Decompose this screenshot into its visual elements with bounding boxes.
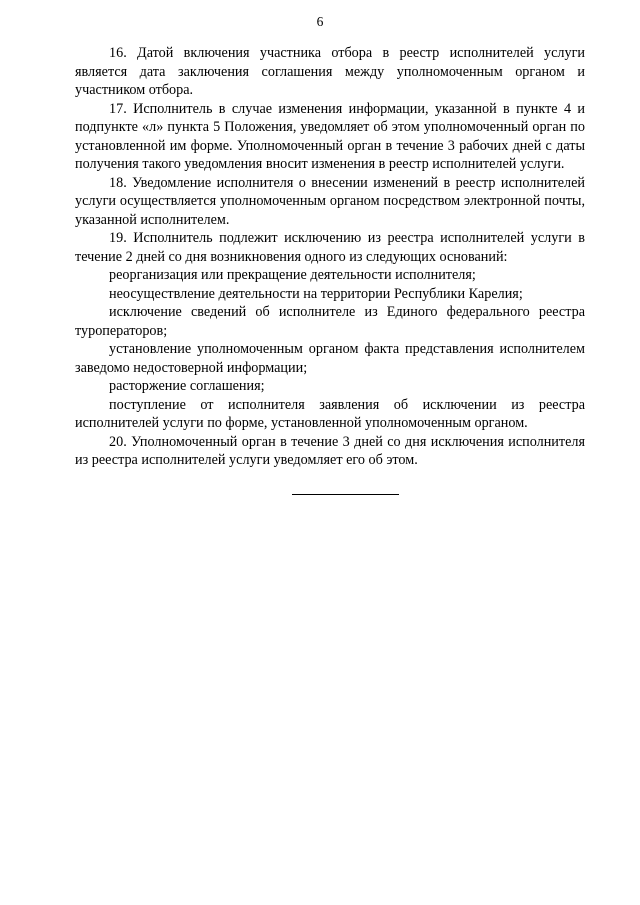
paragraph-19: 19. Исполнитель подлежит исключению из реестра исполнителей услуги в течение 2 дней со дня возникновения одного из следующих оснований: [75,230,585,265]
paragraph-16: 16. Датой включения участника отбора в реестр исполнителей услуги является дата заключения соглашения между уполномоченным органом и участником отбора. [75,45,585,98]
document-body [75,44,585,470]
paragraph-18: 18. Уведомление исполнителя о внесении изменений в реестр исполнителей услуги осуществляется уполномоченным органом посредством электронной почты, указанной исполнителем. [75,174,585,228]
exclusion-ground-application: поступление от исполнителя заявления об исключении из реестра исполнителей услуги по форме, установленной уполномоченным органом. [75,396,585,431]
exclusion-ground-reorganization: реорганизация или прекращение деятельности исполнителя; [109,267,476,283]
exclusion-ground-registry-removal: исключение сведений об исполнителе из Единого федерального реестра туроператоров; [75,304,585,339]
end-separator-line [292,494,399,495]
exclusion-ground-no-activity: неосуществление деятельности на территории Республики Карелия; [109,285,523,302]
paragraph-17: 17. Исполнитель в случае изменения информации, указанной в пункте 4 и подпункте «л» пункта 5 Положения, уведомляет об этом уполномоченный орган по установленной им форме. Уполномоченный орган в течение 3 рабочих дней с даты получения такого уведомления вносит изменения в реестр исполнителей услуги. [75,100,585,172]
paragraph-20: 20. Уполномоченный орган в течение 3 дней со дня исключения исполнителя из реестра исполнителей услуги уведомляет его об этом. [75,433,585,468]
page-number: 6 [316,14,324,29]
exclusion-ground-agreement-termination: расторжение соглашения; [109,378,265,394]
exclusion-ground-false-information: установление уполномоченным органом факта представления исполнителем заведомо недостоверной информации; [75,341,585,376]
